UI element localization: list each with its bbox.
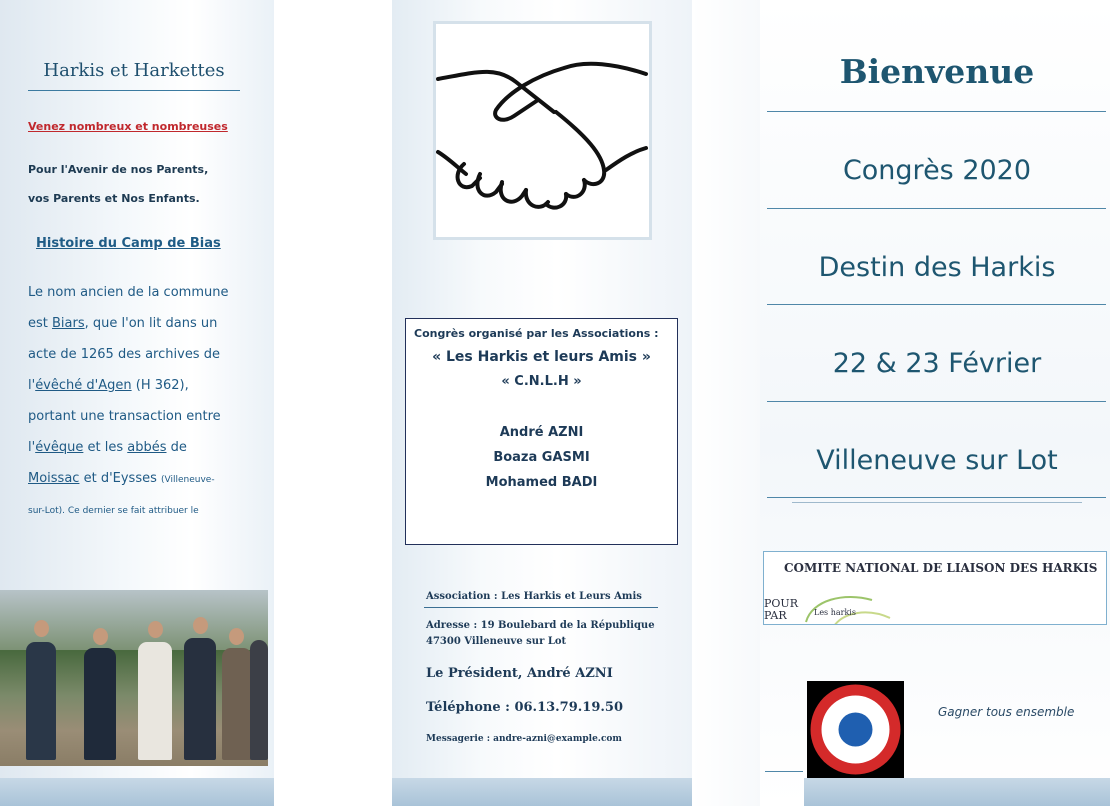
logo-pour-par: POUR PAR [764,597,798,622]
history-line: portant une transaction entre [28,409,221,424]
divider [767,304,1106,305]
history-line: est Biars, que l'on lit dans un [28,316,218,331]
cnlh-title: COMITE NATIONAL DE LIAISON DES HARKIS [784,561,1098,575]
cnlh-logo [763,551,1107,625]
link-moissac[interactable]: Moissac [28,471,80,486]
roundel-icon [807,681,904,778]
handshake-icon [436,24,649,237]
history-heading: Histoire du Camp de Bias [36,236,221,251]
link-abbes[interactable]: abbés [127,440,167,455]
history-line: l'évêque et les abbés de [28,440,187,455]
association-name: « Les Harkis et leurs Amis » [432,349,651,365]
footer-band [392,778,692,806]
history-paragraph [28,277,264,527]
avenir-line-1: Pour l'Avenir de nos Parents, [28,163,209,176]
invite-text: Venez nombreux et nombreuses [28,120,228,133]
address-line: Adresse : 19 Boulebard de la République [426,620,655,631]
history-line: Moissac et d'Eysses (Villeneuve- [28,471,215,486]
logo-subtitle: Les harkis [814,608,856,617]
divider [767,497,1106,498]
person-name: Boaza GASMI [493,450,590,465]
history-line: sur-Lot). Ce dernier se fait attribuer le [28,506,199,516]
divider [767,401,1106,402]
divider [792,502,1082,503]
address-line: 47300 Villeneuve sur Lot [426,636,567,647]
theme-title: Destin des Harkis [818,252,1056,283]
divider [767,111,1106,112]
welcome-title: Bienvenue [839,52,1035,91]
event-city: Villeneuve sur Lot [816,445,1058,476]
organizers-box [405,318,678,545]
avenir-line-2: vos Parents et Nos Enfants. [28,192,200,205]
french-roundel [807,681,904,778]
panel-title: Harkis et Harkettes [43,60,225,81]
congress-title: Congrès 2020 [842,155,1032,186]
association-contact: Association : Les Harkis et Leurs Amis [426,591,642,602]
president: Le Président, André AZNI [426,666,613,681]
divider [767,208,1106,209]
person-name: André AZNI [499,425,584,440]
history-line: l'évêché d'Agen (H 362), [28,378,189,393]
handshake-image [433,21,652,240]
footer-band [804,778,1110,806]
organizers-intro: Congrès organisé par les Associations : [414,327,659,340]
title-rule [28,90,240,91]
link-eveque[interactable]: évêque [35,440,84,455]
fold-gap [274,0,392,806]
email[interactable]: Messagerie : andre-azni@example.com [426,734,622,744]
group-photo [0,590,268,766]
event-dates: 22 & 23 Février [832,348,1042,379]
fold-gap [692,0,760,806]
contact-rule [424,607,658,608]
link-eveche[interactable]: évêché d'Agen [35,378,132,393]
logo-swoosh-icon [794,582,904,625]
history-line: acte de 1265 des archives de [28,347,220,362]
slogan: Gagner tous ensemble [938,705,1075,719]
footer-band [0,778,274,806]
association-name: « C.N.L.H » [501,374,582,389]
person-name: Mohamed BADI [485,475,598,490]
phone: Téléphone : 06.13.79.19.50 [426,700,624,715]
history-line: Le nom ancien de la commune [28,285,229,300]
divider [765,771,803,772]
